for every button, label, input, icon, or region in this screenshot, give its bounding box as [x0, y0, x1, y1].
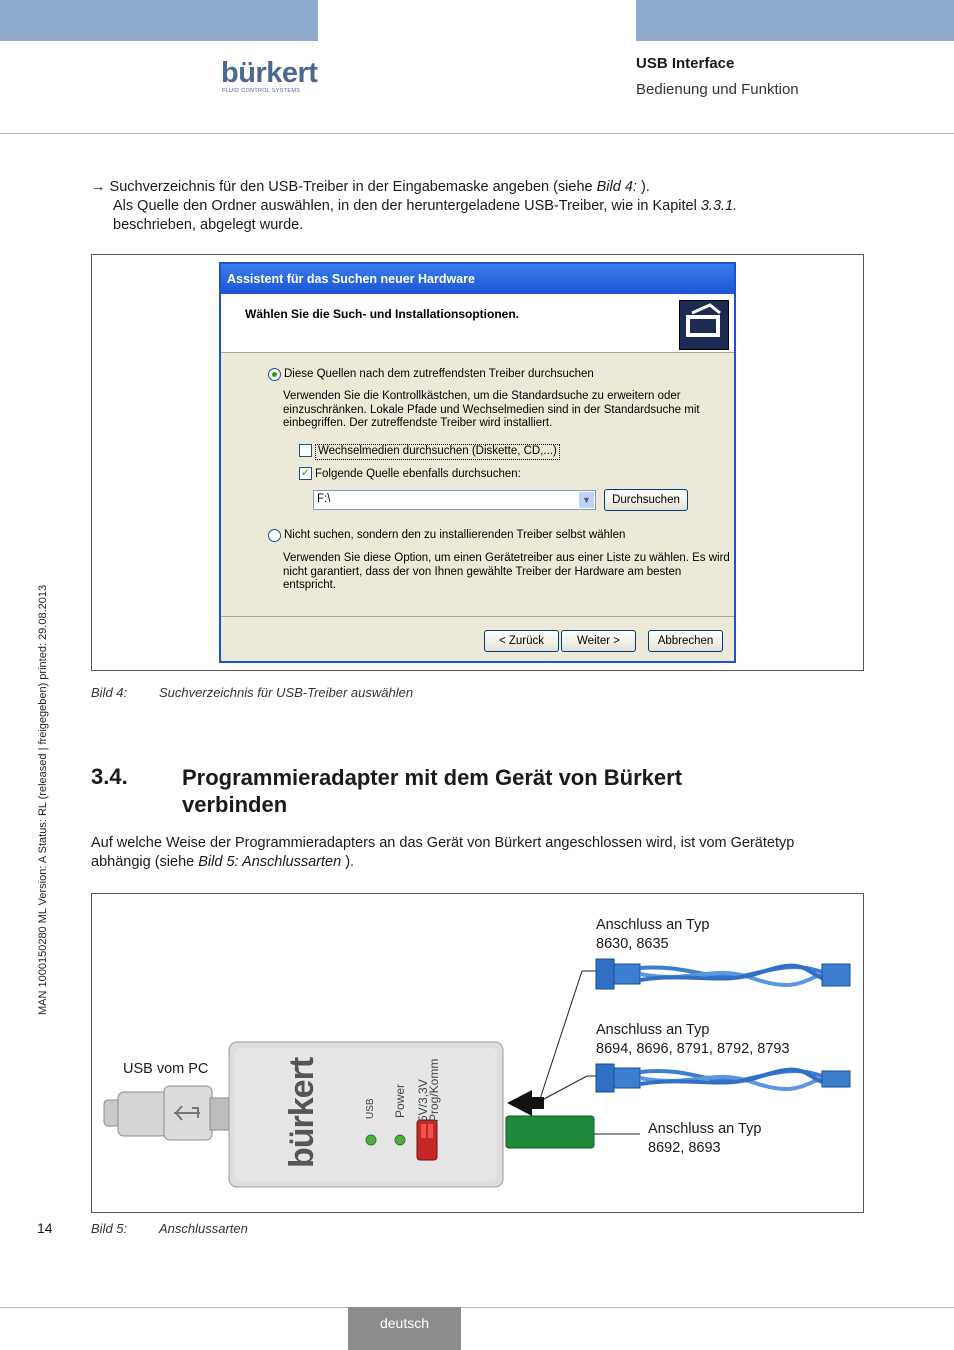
cancel-button[interactable]: Abbrechen	[648, 630, 723, 652]
dialog-header	[221, 294, 734, 353]
desc-line: Verwenden Sie diese Option, um einen Gerätetreiber aus einer Liste zu wählen. Es wird	[283, 552, 730, 564]
section-title-line2: verbinden	[182, 792, 288, 817]
step-line3: beschrieben, abgelegt wurde.	[113, 217, 304, 233]
section-title	[182, 764, 682, 818]
header-divider	[0, 133, 954, 134]
label-connection-2	[596, 1021, 790, 1059]
caption-bild5-text: Anschlussarten	[159, 1221, 248, 1236]
step-line1-end: ).	[640, 179, 650, 195]
path-combobox[interactable]	[313, 490, 596, 510]
chevron-down-icon[interactable]: ▼	[579, 492, 594, 508]
step-ref-bild4: Bild 4:	[596, 179, 641, 195]
conn3-types: 8692, 8693	[648, 1140, 721, 1156]
usb-plug-icon	[104, 1086, 230, 1140]
conn1-types: 8630, 8635	[596, 936, 669, 952]
header-band-right	[636, 0, 954, 41]
option-search-radio[interactable]	[268, 368, 281, 381]
logo-tagline: FLUID CONTROL SYSTEMS	[222, 88, 301, 94]
conn1-title: Anschluss an Typ	[596, 917, 710, 933]
body-line2-end: ).	[341, 854, 355, 870]
caption-bild5-label: Bild 5:	[91, 1221, 128, 1236]
green-connector	[506, 1116, 594, 1148]
page-number: 14	[37, 1220, 53, 1236]
caption-bild4-text: Suchverzeichnis für USB-Treiber auswählen	[159, 685, 414, 700]
step-instruction	[91, 178, 851, 235]
header-band-left	[0, 0, 318, 41]
section-number: 3.4.	[91, 764, 128, 789]
body-line1: Auf welche Weise der Programmieradapters an das Gerät von Bürkert angeschlossen wird, ist vom Gerätetyp	[91, 835, 795, 851]
option-manual-label[interactable]: Nicht suchen, sondern den zu installierenden Treiber selbst wählen	[284, 529, 626, 541]
include-location-checkbox[interactable]: ✓	[300, 467, 311, 479]
language-tab: deutsch	[348, 1307, 461, 1350]
label-connection-3	[648, 1120, 761, 1158]
option-search-desc	[283, 390, 700, 431]
option-manual-radio[interactable]	[268, 529, 281, 542]
label-connection-1	[596, 916, 709, 954]
desc-line: einzuschränken. Lokale Pfade und Wechselmedien sind in der Standardsuche mit	[283, 403, 700, 416]
cable-1	[596, 959, 850, 989]
sidebar-document-info: MAN 1000150280 ML Version: A Status: RL (released | freigegeben) printed: 29.08.2013	[37, 584, 49, 1015]
device-logo: bürkert	[283, 1057, 321, 1168]
next-button[interactable]: Weiter >	[561, 630, 636, 652]
dialog-heading: Wählen Sie die Such- und Installationsoptionen.	[245, 307, 520, 321]
dialog-button-divider	[221, 616, 734, 617]
dialog-titlebar: Assistent für das Suchen neuer Hardware	[221, 264, 734, 294]
burkert-logo: bürkert	[221, 57, 318, 89]
arrow-left-icon	[507, 1090, 544, 1116]
conn2-title: Anschluss an Typ	[596, 1022, 710, 1038]
option-search-label[interactable]: Diese Quellen nach dem zutreffendsten Treiber durchsuchen	[284, 368, 594, 380]
label-usb-from-pc: USB vom PC	[123, 1061, 209, 1077]
step-line2: Als Quelle den Ordner auswählen, in den der heruntergeladene USB-Treiber, wie in Kapitel	[113, 198, 701, 214]
browse-button[interactable]: Durchsuchen	[604, 489, 688, 511]
option-manual-desc	[283, 552, 734, 593]
header-subtitle: Bedienung und Funktion	[636, 81, 799, 98]
desc-line: Verwenden Sie die Kontrollkästchen, um die Standardsuche zu erweitern oder	[283, 390, 681, 402]
body-ref-bild5: Bild 5: Anschlussarten	[198, 854, 342, 870]
step-line1: Suchverzeichnis für den USB-Treiber in der Eingabemaske angeben (siehe	[109, 179, 597, 195]
header-title: USB Interface	[636, 55, 735, 72]
step-ref-chapter: 3.3.1.	[700, 198, 738, 214]
body-line2: abhängig (siehe	[91, 854, 199, 870]
mode-switch	[417, 1120, 437, 1160]
include-location-label[interactable]: Folgende Quelle ebenfalls durchsuchen:	[315, 468, 521, 480]
leader-line-2	[544, 1076, 587, 1099]
usb-led-label: USB	[365, 1098, 376, 1119]
body-paragraph	[91, 834, 881, 872]
path-value: F:\	[317, 493, 331, 505]
desc-line: einbegriffen. Der zutreffendste Treiber wird installiert.	[283, 417, 553, 429]
hardware-wizard-dialog	[219, 262, 736, 663]
desc-line: nicht garantiert, dass der von Ihnen gewählte Treiber der Hardware am besten entspricht.	[283, 565, 682, 591]
cable-2	[596, 1064, 850, 1092]
back-button[interactable]: < Zurück	[484, 630, 559, 652]
switch-label-mode: Prog/Komm	[427, 1058, 441, 1122]
conn2-types: 8694, 8696, 8791, 8792, 8793	[596, 1041, 790, 1057]
removable-media-label[interactable]: Wechselmedien durchsuchen (Diskette, CD,...)	[315, 444, 560, 460]
footer-divider	[0, 1307, 954, 1308]
usb-led-icon	[366, 1135, 376, 1145]
leader-line-1	[540, 971, 582, 1099]
power-led-label: Power	[393, 1083, 407, 1118]
caption-bild4-label: Bild 4:	[91, 685, 128, 700]
power-led-icon	[395, 1135, 405, 1145]
arrow-icon: →	[91, 179, 106, 195]
hardware-wizard-icon	[679, 300, 729, 350]
switch-label-voltage: 5V/3,3V	[416, 1079, 430, 1122]
section-title-line1: Programmieradapter mit dem Gerät von Bürkert	[182, 765, 683, 790]
removable-media-checkbox[interactable]	[299, 444, 312, 457]
conn3-title: Anschluss an Typ	[648, 1121, 762, 1137]
